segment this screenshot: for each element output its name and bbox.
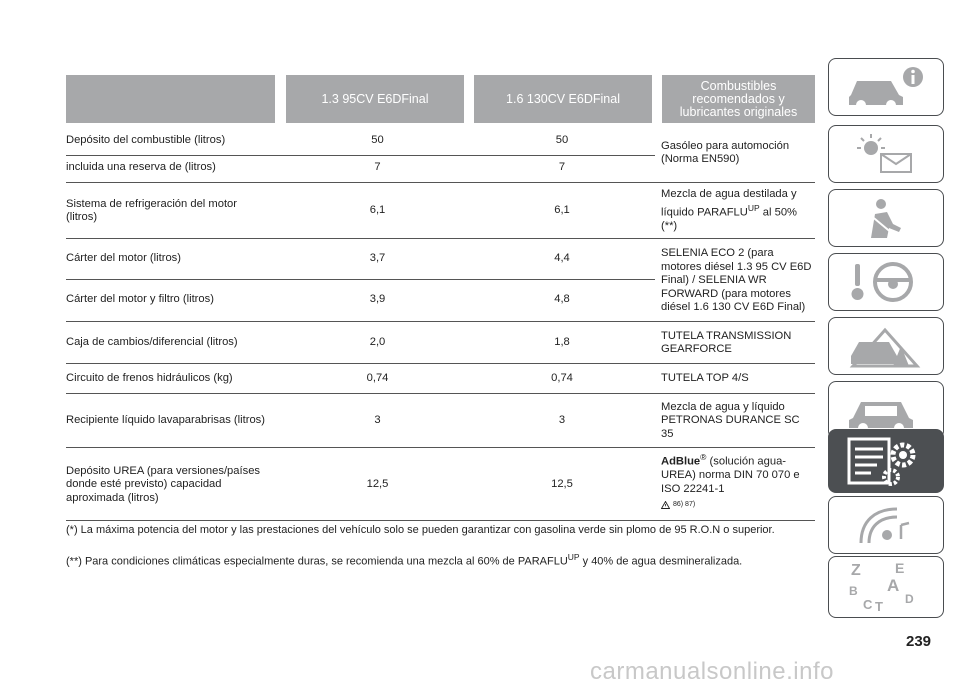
footnote-2-sup: UP xyxy=(567,552,580,562)
multimedia-icon xyxy=(841,501,931,549)
row-label: Circuito de frenos hidráulicos (kg) xyxy=(66,372,233,385)
header-fluids: Combustibles recomendados y lubricantes originales xyxy=(662,75,815,123)
index-letter: D xyxy=(905,592,914,606)
divider xyxy=(66,279,655,280)
row-value-engine-1: 6,1 xyxy=(369,204,386,217)
divider xyxy=(66,238,815,239)
safety-icon xyxy=(841,194,931,242)
row-value-engine-1: 3 xyxy=(374,414,381,427)
divider xyxy=(66,520,815,521)
index-letter: E xyxy=(895,560,905,576)
page-number: 239 xyxy=(906,633,932,650)
chapter-tab-warning-lights[interactable] xyxy=(828,125,944,183)
row-value-engine-2: 1,8 xyxy=(554,336,570,349)
row-label: Recipiente líquido lavaparabrisas (litros) xyxy=(66,414,265,427)
divider xyxy=(66,393,815,394)
row-label: Depósito del combustible (litros) xyxy=(66,133,226,146)
row-value-engine-1: 12,5 xyxy=(366,478,389,491)
maintenance-icon xyxy=(841,386,931,434)
chapter-tab-car-info[interactable] xyxy=(828,58,944,116)
gearbox-fluid: TUTELA TRANSMISSION GEARFORCE xyxy=(661,329,792,355)
fuel-fluid: Gasóleo para automoción (Norma EN590) xyxy=(661,139,790,165)
chapter-tab-multimedia[interactable] xyxy=(828,496,944,554)
row-label: Caja de cambios/diferencial (litros) xyxy=(66,336,238,349)
footnote-1: (*) La máxima potencia del motor y las prestaciones del vehículo solo se pueden garantizar con gasolina verde sin plomo de 95 R.O.N o superior. xyxy=(66,524,775,536)
row-value-engine-1: 0,74 xyxy=(366,372,389,385)
header-engine-2: 1.6 130CV E6DFinal xyxy=(474,75,652,123)
index-letter: A xyxy=(887,576,900,595)
coolant-sup: UP xyxy=(747,202,760,213)
index-icon xyxy=(841,559,931,615)
row-value-engine-1: 50 xyxy=(371,133,384,146)
row-value-engine-2: 6,1 xyxy=(554,204,570,217)
warning-refs-text: 86) 87) xyxy=(673,501,696,509)
index-letter: T xyxy=(875,599,883,614)
watermark: carmanualsonline.info xyxy=(590,658,834,685)
row-value-engine-2: 12,5 xyxy=(551,478,573,491)
car-info-icon xyxy=(841,63,931,111)
brake-fluid: TUTELA TOP 4/S xyxy=(661,372,749,385)
divider xyxy=(66,447,815,448)
row-value-engine-1: 3,9 xyxy=(369,293,386,306)
coolant-text: Mezcla de agua destilada y líquido PARAFLU xyxy=(661,188,797,219)
row-label: Cárter del motor y filtro (litros) xyxy=(66,293,214,306)
row-value-engine-1: 2,0 xyxy=(369,336,386,349)
chapter-tab-safety[interactable] xyxy=(828,189,944,247)
index-letter: C xyxy=(863,597,873,612)
row-label: incluida una reserva de (litros) xyxy=(66,161,216,174)
engine-oil-fluid: SELENIA ECO 2 (para motores diésel 1.3 95 CV E6D Final) / SELENIA WR FORWARD (para motores diésel 1.6 130 CV E6D Final) xyxy=(661,247,812,314)
warning-refs xyxy=(661,498,815,512)
warning-triangle-icon xyxy=(661,501,670,509)
row-value-engine-2: 4,4 xyxy=(554,252,570,265)
row-value-engine-2: 7 xyxy=(558,161,566,174)
row-value-engine-2: 50 xyxy=(555,133,569,146)
footnote-2-post: y 40% de agua desmineralizada. xyxy=(579,555,743,568)
emergency-icon xyxy=(841,322,931,370)
row-value-engine-2: 3 xyxy=(558,414,566,427)
row-label: Sistema de refrigeración del motor (litros) xyxy=(66,197,237,223)
coolant-post: al 50% (**) xyxy=(661,206,797,233)
row-label: Depósito UREA (para versiones/países donde esté previsto) capacidad aproximada (litros) xyxy=(66,464,261,504)
technical-data-icon xyxy=(841,433,931,489)
index-letter: Z xyxy=(851,562,861,579)
header-engine-1: 1.3 95CV E6DFinal xyxy=(286,75,464,123)
washer-fluid: Mezcla de agua y líquido PETRONAS DURANCE SC 35 xyxy=(661,400,800,440)
footnote-2-text: (**) Para condiciones climáticas especialmente duras, se recomienda una mezcla al 60% de PARAFLU xyxy=(66,555,568,568)
row-value-engine-1: 7 xyxy=(374,161,381,174)
adblue-text: (solución agua-UREA) norma DIN 70 070 e ISO 22241-1 xyxy=(661,455,800,495)
divider xyxy=(66,321,815,322)
adblue-reg: ® xyxy=(700,452,707,462)
chapter-tab-driving[interactable] xyxy=(828,253,944,311)
chapter-tab-index[interactable] xyxy=(828,556,944,618)
row-value-engine-2: 4,8 xyxy=(554,293,570,306)
index-letter: B xyxy=(849,584,858,598)
header-empty xyxy=(66,75,275,123)
coolant-fluid xyxy=(661,185,815,237)
driving-icon xyxy=(841,258,931,306)
adblue-brand: AdBlue xyxy=(661,455,701,468)
chapter-tab-technical-data[interactable] xyxy=(828,429,944,493)
footnote-2 xyxy=(66,551,815,569)
adblue-fluid xyxy=(661,451,815,519)
chapter-tab-emergency[interactable] xyxy=(828,317,944,375)
divider xyxy=(66,182,815,183)
row-value-engine-2: 0,74 xyxy=(551,372,573,385)
row-value-engine-1: 3,7 xyxy=(369,252,386,265)
warning-lights-icon xyxy=(841,130,931,178)
row-label: Cárter del motor (litros) xyxy=(66,252,182,265)
divider xyxy=(66,363,815,364)
